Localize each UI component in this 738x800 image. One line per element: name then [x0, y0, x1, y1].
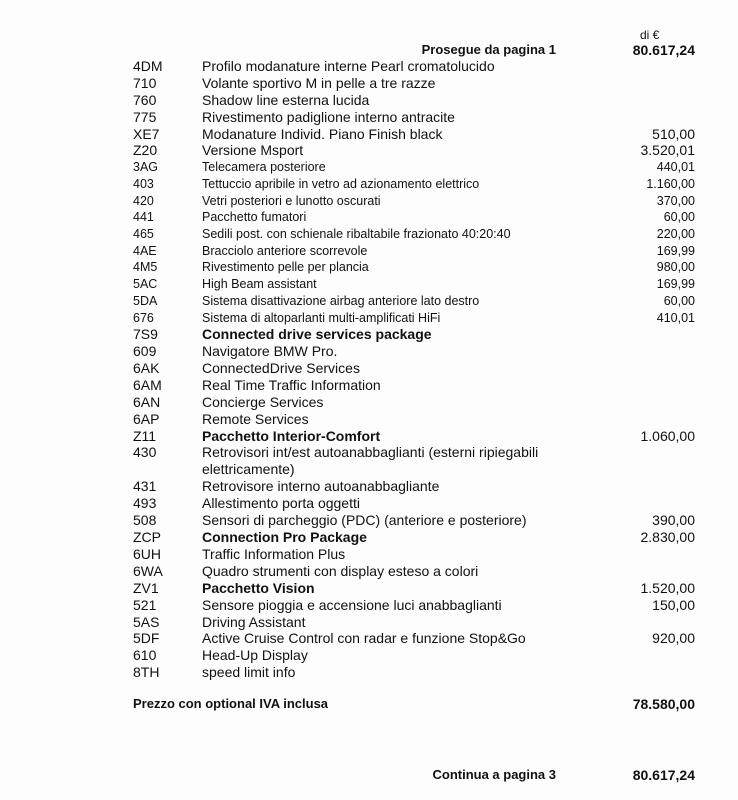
- option-code: 5DF: [133, 630, 160, 647]
- option-description: Connected drive services package: [202, 326, 432, 343]
- option-row: [0, 126, 738, 143]
- option-price: 60,00: [663, 293, 695, 308]
- option-code: 8TH: [133, 664, 160, 681]
- option-description: Rivestimento pelle per plancia: [202, 260, 369, 275]
- option-code: 676: [133, 310, 154, 325]
- continues-on-amount: 80.617,24: [632, 767, 695, 783]
- option-description: High Beam assistant: [202, 277, 317, 292]
- option-code: 431: [133, 478, 157, 495]
- option-code: ZCP: [133, 529, 161, 546]
- currency-label: di €: [640, 28, 660, 42]
- option-description: Driving Assistant: [202, 613, 306, 630]
- option-row: [0, 209, 738, 226]
- option-row: [0, 92, 738, 109]
- option-description: Tettuccio apribile in vetro ad azionamento elettrico: [202, 177, 480, 192]
- option-row: [0, 176, 738, 193]
- continued-from-amount: 80.617,24: [632, 42, 695, 58]
- option-description: Sistema di altoparlanti multi-amplificati HiFi: [202, 310, 441, 325]
- continued-from-label: Prosegue da pagina 1: [421, 42, 556, 57]
- option-code: 6AK: [133, 360, 160, 376]
- option-code: 508: [133, 512, 157, 529]
- option-price: 60,00: [663, 210, 695, 225]
- option-description: Bracciolo anteriore scorrevole: [202, 243, 368, 258]
- option-row: [0, 243, 738, 260]
- option-description: Pacchetto fumatori: [202, 210, 307, 225]
- option-row: [0, 512, 738, 529]
- option-description: Modanature Individ. Piano Finish black: [202, 125, 443, 142]
- option-row: [0, 326, 738, 343]
- option-code: 4AE: [133, 243, 157, 258]
- option-description: Vetri posteriori e lunotto oscurati: [202, 193, 381, 208]
- option-row: [0, 360, 738, 377]
- option-row: [0, 411, 738, 428]
- option-row: [0, 58, 738, 75]
- option-row: [0, 546, 738, 563]
- total-price-amount: 78.580,00: [632, 696, 695, 712]
- option-description: Versione Msport: [202, 142, 304, 159]
- option-row: [0, 343, 738, 360]
- option-description: Real Time Traffic Information: [202, 376, 381, 393]
- option-code: 4M5: [133, 260, 158, 275]
- option-description: ConnectedDrive Services: [202, 360, 360, 376]
- option-row: [0, 276, 738, 293]
- option-description: Navigatore BMW Pro.: [202, 343, 338, 360]
- option-description: Quadro strumenti con display esteso a colori: [202, 562, 479, 579]
- option-row: [0, 75, 738, 92]
- option-description: Sensori di parcheggio (PDC) (anteriore e posteriore): [202, 512, 527, 529]
- option-price: 410,01: [656, 310, 695, 325]
- option-description: Telecamera posteriore: [202, 160, 326, 175]
- option-code: 403: [133, 177, 154, 192]
- option-row: [0, 159, 738, 176]
- option-description: Pacchetto Vision: [202, 579, 315, 596]
- option-code: 3AG: [133, 160, 159, 175]
- option-code: 7S9: [133, 326, 158, 343]
- total-price-label: Prezzo con optional IVA inclusa: [133, 696, 329, 711]
- option-row: [0, 529, 738, 546]
- option-price: 920,00: [652, 630, 695, 647]
- option-code: 6AN: [133, 393, 161, 410]
- option-row: [0, 495, 738, 512]
- option-code: XE7: [133, 125, 160, 142]
- option-description: Profilo modanature interne Pearl cromatolucido: [202, 58, 495, 74]
- option-description: Retrovisore interno autoanabbagliante: [202, 478, 440, 495]
- option-description: Rivestimento padiglione interno antracite: [202, 108, 455, 125]
- option-row: [0, 630, 738, 647]
- option-description: Volante sportivo M in pelle a tre razze: [202, 74, 436, 91]
- option-row: [0, 478, 738, 495]
- option-row: [0, 444, 738, 478]
- option-code: 6UH: [133, 546, 162, 563]
- option-row: [0, 394, 738, 411]
- option-price: 220,00: [656, 227, 695, 242]
- option-price: 169,99: [656, 277, 695, 292]
- option-price: 150,00: [652, 596, 695, 613]
- option-description: Allestimento porta oggetti: [202, 495, 360, 512]
- option-code: 5AS: [133, 613, 160, 630]
- option-code: Z11: [133, 427, 157, 444]
- option-price: 440,01: [656, 160, 695, 175]
- option-row: [0, 614, 738, 631]
- option-code: 609: [133, 343, 157, 360]
- option-row: [0, 563, 738, 580]
- option-row: [0, 428, 738, 445]
- option-description: Remote Services: [202, 410, 309, 427]
- option-row: [0, 109, 738, 126]
- option-price: 1.520,00: [640, 579, 695, 596]
- option-price: 1.060,00: [640, 427, 695, 444]
- option-row: [0, 293, 738, 310]
- option-code: 710: [133, 74, 157, 91]
- option-code: 760: [133, 91, 157, 108]
- option-description: Pacchetto Interior-Comfort: [202, 427, 381, 444]
- option-row: [0, 193, 738, 210]
- option-description: Connection Pro Package: [202, 529, 367, 546]
- option-row: [0, 226, 738, 243]
- option-code: 465: [133, 227, 154, 242]
- option-description: Concierge Services: [202, 393, 324, 410]
- option-code: 610: [133, 647, 157, 664]
- option-description: Traffic Information Plus: [202, 546, 346, 563]
- option-description: Sedili post. con schienale ribaltabile frazionato 40:20:40: [202, 227, 511, 242]
- option-row: [0, 377, 738, 394]
- option-code: 5DA: [133, 293, 158, 308]
- option-description: speed limit info: [202, 664, 296, 681]
- option-code: 6AM: [133, 376, 162, 393]
- option-code: 493: [133, 495, 157, 512]
- option-code: 6AP: [133, 410, 160, 427]
- option-row: [0, 664, 738, 681]
- option-row: [0, 259, 738, 276]
- option-price: 980,00: [656, 260, 695, 275]
- option-row: [0, 597, 738, 614]
- option-code: 4DM: [133, 58, 163, 74]
- option-code: 775: [133, 108, 157, 125]
- option-price: 510,00: [652, 125, 695, 142]
- option-row: [0, 647, 738, 664]
- option-code: Z20: [133, 142, 158, 159]
- option-row: [0, 580, 738, 597]
- option-code: 6WA: [133, 562, 163, 579]
- option-code: 521: [133, 596, 157, 613]
- option-code: 420: [133, 193, 154, 208]
- option-row: [0, 142, 738, 159]
- option-code: 441: [133, 210, 154, 225]
- option-description: Head-Up Display: [202, 647, 308, 664]
- option-code: ZV1: [133, 579, 159, 596]
- option-price: 2.830,00: [640, 529, 695, 546]
- option-price: 169,99: [656, 243, 695, 258]
- option-price: 3.520,01: [640, 142, 695, 159]
- option-price: 370,00: [656, 193, 695, 208]
- option-code: 5AC: [133, 277, 158, 292]
- option-price: 1.160,00: [646, 177, 695, 192]
- option-description: Sensore pioggia e accensione luci anabbaglianti: [202, 596, 502, 613]
- option-description: Active Cruise Control con radar e funzione Stop&Go: [202, 630, 526, 647]
- option-price: 390,00: [652, 512, 695, 529]
- option-row: [0, 310, 738, 327]
- options-list: [0, 58, 738, 681]
- option-description: Retrovisori int/est autoanabbaglianti (esterni ripiegabili elettricamente): [202, 444, 539, 478]
- option-code: 430: [133, 444, 157, 461]
- option-description: Sistema disattivazione airbag anteriore lato destro: [202, 293, 480, 308]
- continues-on-label: Continua a pagina 3: [432, 767, 556, 782]
- option-description: Shadow line esterna lucida: [202, 91, 370, 108]
